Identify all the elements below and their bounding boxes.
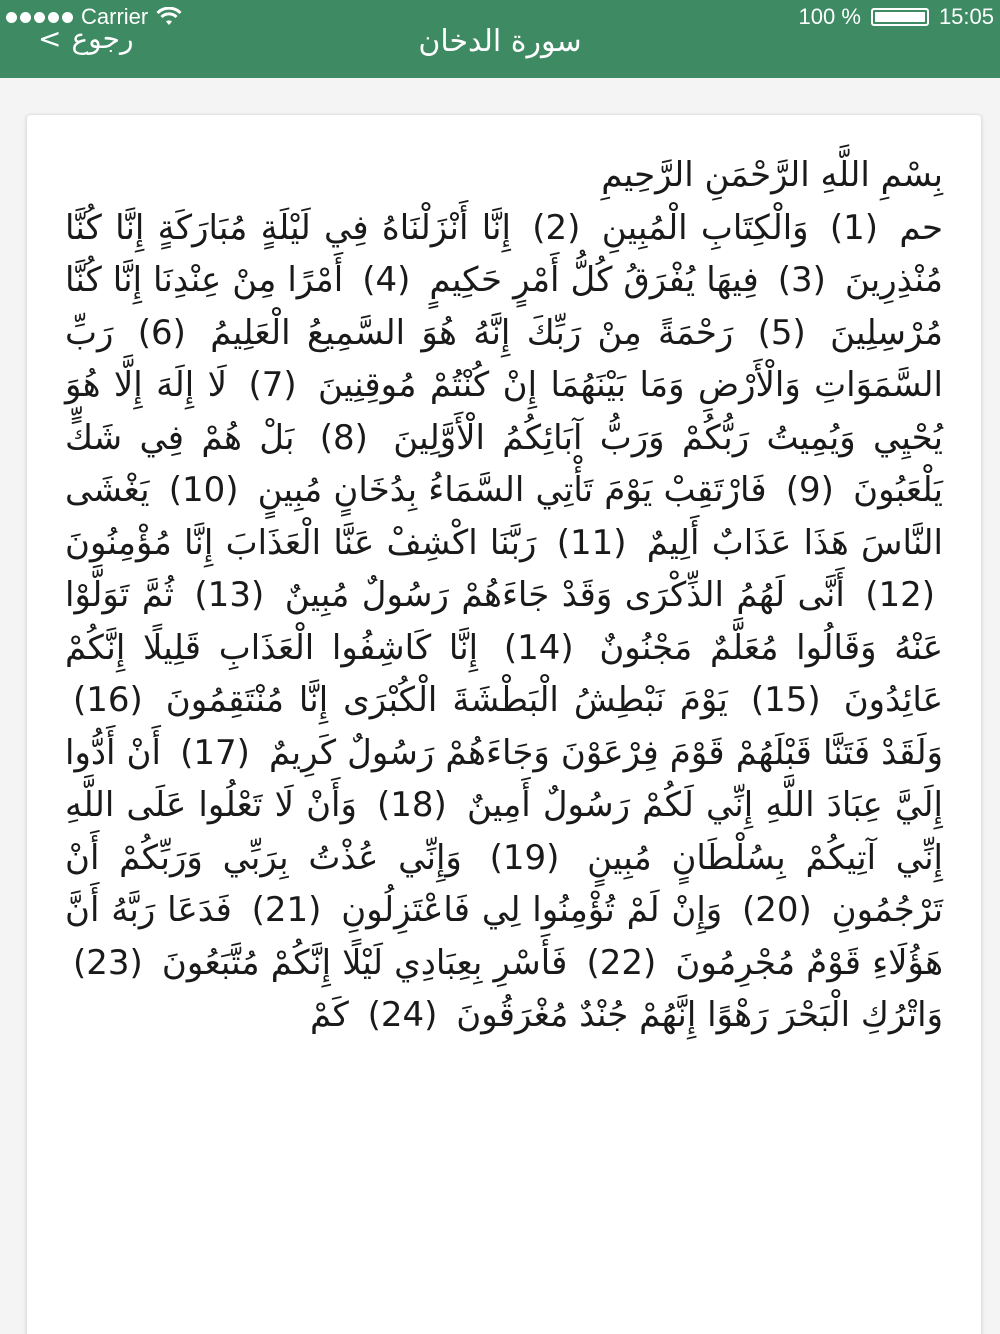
ayah-number: (7) — [248, 365, 297, 405]
ayah-number: (16) — [73, 680, 143, 720]
ayah-text: كَمْ — [309, 995, 349, 1035]
ayah-text: فَأَسْرِ بِعِبَادِي لَيْلًا إِنَّكُمْ مُتَّبَعُونَ — [161, 942, 568, 983]
ayah-text: إِنَّا أَنْزَلْنَاهُ فِي لَيْلَةٍ مُبَارَكَةٍ إِنَّا كُنَّا مُنْذِرِينَ — [65, 207, 944, 300]
navigation-bar — [0, 22, 1000, 72]
signal-icon — [6, 12, 73, 23]
ayah-text: وَاتْرُكِ الْبَحْرَ رَهْوًا إِنَّهُمْ جُنْدٌ مُغْرَقُونَ — [456, 995, 943, 1035]
ayah-text: رَبَّنَا اكْشِفْ عَنَّا الْعَذَابَ إِنَّا مُؤْمِنُونَ — [65, 522, 537, 563]
ayah-text: حم — [899, 207, 944, 248]
ayah-number: (13) — [194, 575, 265, 615]
ayah-text: فَدَعَا رَبَّهُ أَنَّ هَؤُلَاءِ قَوْمٌ مُجْرِمُونَ — [65, 890, 944, 983]
clock: 15:05 — [938, 4, 994, 29]
header-bar — [0, 0, 1000, 78]
ayah-number: (10) — [168, 470, 239, 510]
ayah-text: رَبِّ السَّمَوَاتِ وَالْأَرْضِ وَمَا بَيْنَهُمَا إِنْ كُنْتُمْ مُوقِنِينَ — [65, 312, 943, 405]
ayah-number: (4) — [362, 260, 411, 300]
ayah-text: إِنَّا كَاشِفُوا الْعَذَابِ قَلِيلًا إِنَّكُمْ عَائِدُونَ — [65, 627, 944, 720]
ayah-number: (14) — [503, 627, 574, 668]
ayah-text: أَنَّى لَهُمُ الذِّكْرَى وَقَدْ جَاءَهُمْ رَسُولٌ مُبِينٌ — [284, 575, 845, 615]
ayah-number: (19) — [489, 837, 560, 878]
ayah-number: (17) — [180, 732, 250, 773]
ayah-text: يَوْمَ نَبْطِشُ الْبَطْشَةَ الْكُبْرَى إِنَّا مُنْتَقِمُونَ — [165, 680, 728, 720]
ayah-number: (8) — [319, 417, 368, 458]
carrier-label: Carrier — [81, 4, 149, 29]
ayah-number: (2) — [532, 207, 581, 248]
ayah-number: (24) — [367, 995, 438, 1035]
page-title: سورة الدخان — [418, 24, 582, 59]
ayah-text: ثُمَّ تَوَلَّوْا عَنْهُ وَقَالُوا مُعَلَّمٌ مَجْنُونٌ — [65, 575, 943, 668]
ayah-text: وَلَقَدْ فَتَنَّا قَبْلَهُمْ قَوْمَ فِرْعَوْنَ وَجَاءَهُمْ رَسُولٌ كَرِيمٌ — [269, 732, 943, 773]
battery-fill — [875, 12, 925, 22]
ayah-text: وَالْكِتَابِ الْمُبِينِ — [601, 207, 809, 248]
ayah-number: (15) — [750, 680, 821, 720]
ayah-number: (6) — [137, 312, 186, 353]
ayah-text: وَأَنْ لَا تَعْلُوا عَلَى اللَّهِ إِنِّي آتِيكُمْ بِسُلْطَانٍ مُبِينٍ — [65, 785, 944, 878]
ayah-number: (12) — [865, 575, 936, 615]
ayah-number: (20) — [742, 890, 812, 930]
ayah-text: رَحْمَةً مِنْ رَبِّكَ إِنَّهُ هُوَ السَّمِيعُ الْعَلِيمُ — [210, 312, 734, 353]
ayah-text: فِيهَا يُفْرَقُ كُلُّ أَمْرٍ حَكِيمٍ — [429, 260, 759, 300]
ayah-text: أَنْ أَدُّوا إِلَيَّ عِبَادَ اللَّهِ إِنِّي لَكُمْ رَسُولٌ أَمِينٌ — [65, 732, 943, 825]
surah-card — [26, 114, 982, 1334]
ayah-text: لَا إِلَهَ إِلَّا هُوَ يُحْيِي وَيُمِيتُ رَبُّكُمْ وَرَبُّ آبَائِكُمُ الْأَوَّلِينَ — [65, 365, 943, 458]
ayah-text: أَمْرًا مِنْ عِنْدِنَا إِنَّا كُنَّا مُرْسِلِينَ — [65, 260, 943, 353]
ayah-number: (23) — [73, 942, 143, 983]
ayah-text: فَارْتَقِبْ يَوْمَ تَأْتِي السَّمَاءُ بِدُخَانٍ مُبِينٍ — [257, 470, 767, 510]
ayah-text: يَغْشَى النَّاسَ هَذَا عَذَابٌ أَلِيمٌ — [65, 470, 943, 563]
ayah-number: (11) — [556, 522, 627, 563]
ayah-number: (18) — [377, 785, 447, 825]
ayah-text: وَإِنِّي عُذْتُ بِرَبِّي وَرَبِّكُمْ أَنْ تَرْجُمُونِ — [65, 837, 944, 930]
ayah-number: (1) — [829, 207, 879, 248]
battery-percent: 100 % — [798, 4, 861, 29]
back-label: رجوع — [71, 22, 134, 55]
ayah-number: (5) — [757, 312, 806, 353]
surah-text — [65, 149, 943, 1042]
ayah-number: (21) — [251, 890, 322, 930]
bismillah: بِسْمِ اللَّهِ الرَّحْمَنِ الرَّحِيمِ — [601, 155, 943, 195]
chevron-left-icon: < — [38, 22, 62, 55]
ayah-number: (9) — [785, 470, 834, 510]
ayah-number: (22) — [586, 942, 657, 983]
ayah-text: بَلْ هُمْ فِي شَكٍّ يَلْعَبُونَ — [65, 417, 944, 510]
ayah-number: (3) — [777, 260, 826, 300]
ayah-text: وَإِنْ لَمْ تُؤْمِنُوا لِي فَاعْتَزِلُونِ — [341, 890, 723, 930]
